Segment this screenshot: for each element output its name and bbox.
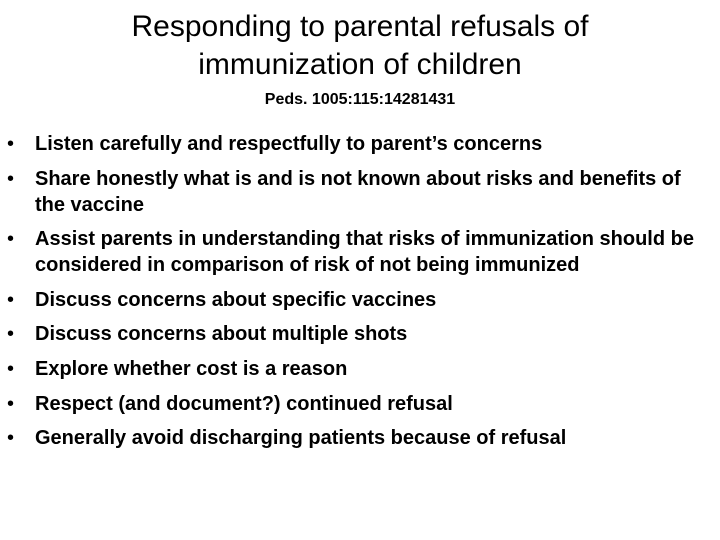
bullet-point-icon: • xyxy=(7,357,15,380)
list-item xyxy=(0,287,720,313)
bullet-text: Discuss concerns about multiple shots xyxy=(35,323,408,346)
list-item xyxy=(0,356,720,382)
bullet-point-icon: • xyxy=(7,323,15,346)
bullet-text: Explore whether cost is a reason xyxy=(35,357,348,380)
list-item xyxy=(0,166,720,218)
bullet-point-icon: • xyxy=(7,133,15,155)
citation-subtitle: Peds. 1005:115:14281431 xyxy=(264,91,456,108)
bullet-point-icon: • xyxy=(7,392,15,415)
list-item xyxy=(0,321,720,347)
bullet-point-icon: • xyxy=(7,228,15,251)
bullet-point-icon: • xyxy=(7,288,15,311)
bullet-text: Respect (and document?) continued refusal xyxy=(35,392,453,415)
list-item xyxy=(0,226,720,278)
list-item xyxy=(0,425,720,451)
bullet-text: Share honestly what is and is not known about risks and benefits of the vaccine xyxy=(35,167,681,216)
slide-title: Responding to parental refusals of immunization of children xyxy=(131,10,589,81)
bullet-list xyxy=(0,131,720,460)
list-item xyxy=(0,131,720,157)
bullet-text: Assist parents in understanding that risks of immunization should be considered in comparison of risk of not being immunized xyxy=(35,228,694,277)
list-item xyxy=(0,391,720,417)
bullet-text: Listen carefully and respectfully to parent’s concerns xyxy=(35,133,543,155)
bullet-text: Generally avoid discharging patients because of refusal xyxy=(35,427,567,450)
bullet-point-icon: • xyxy=(7,167,15,190)
bullet-point-icon: • xyxy=(7,427,15,450)
bullet-text: Discuss concerns about specific vaccines xyxy=(35,288,437,311)
